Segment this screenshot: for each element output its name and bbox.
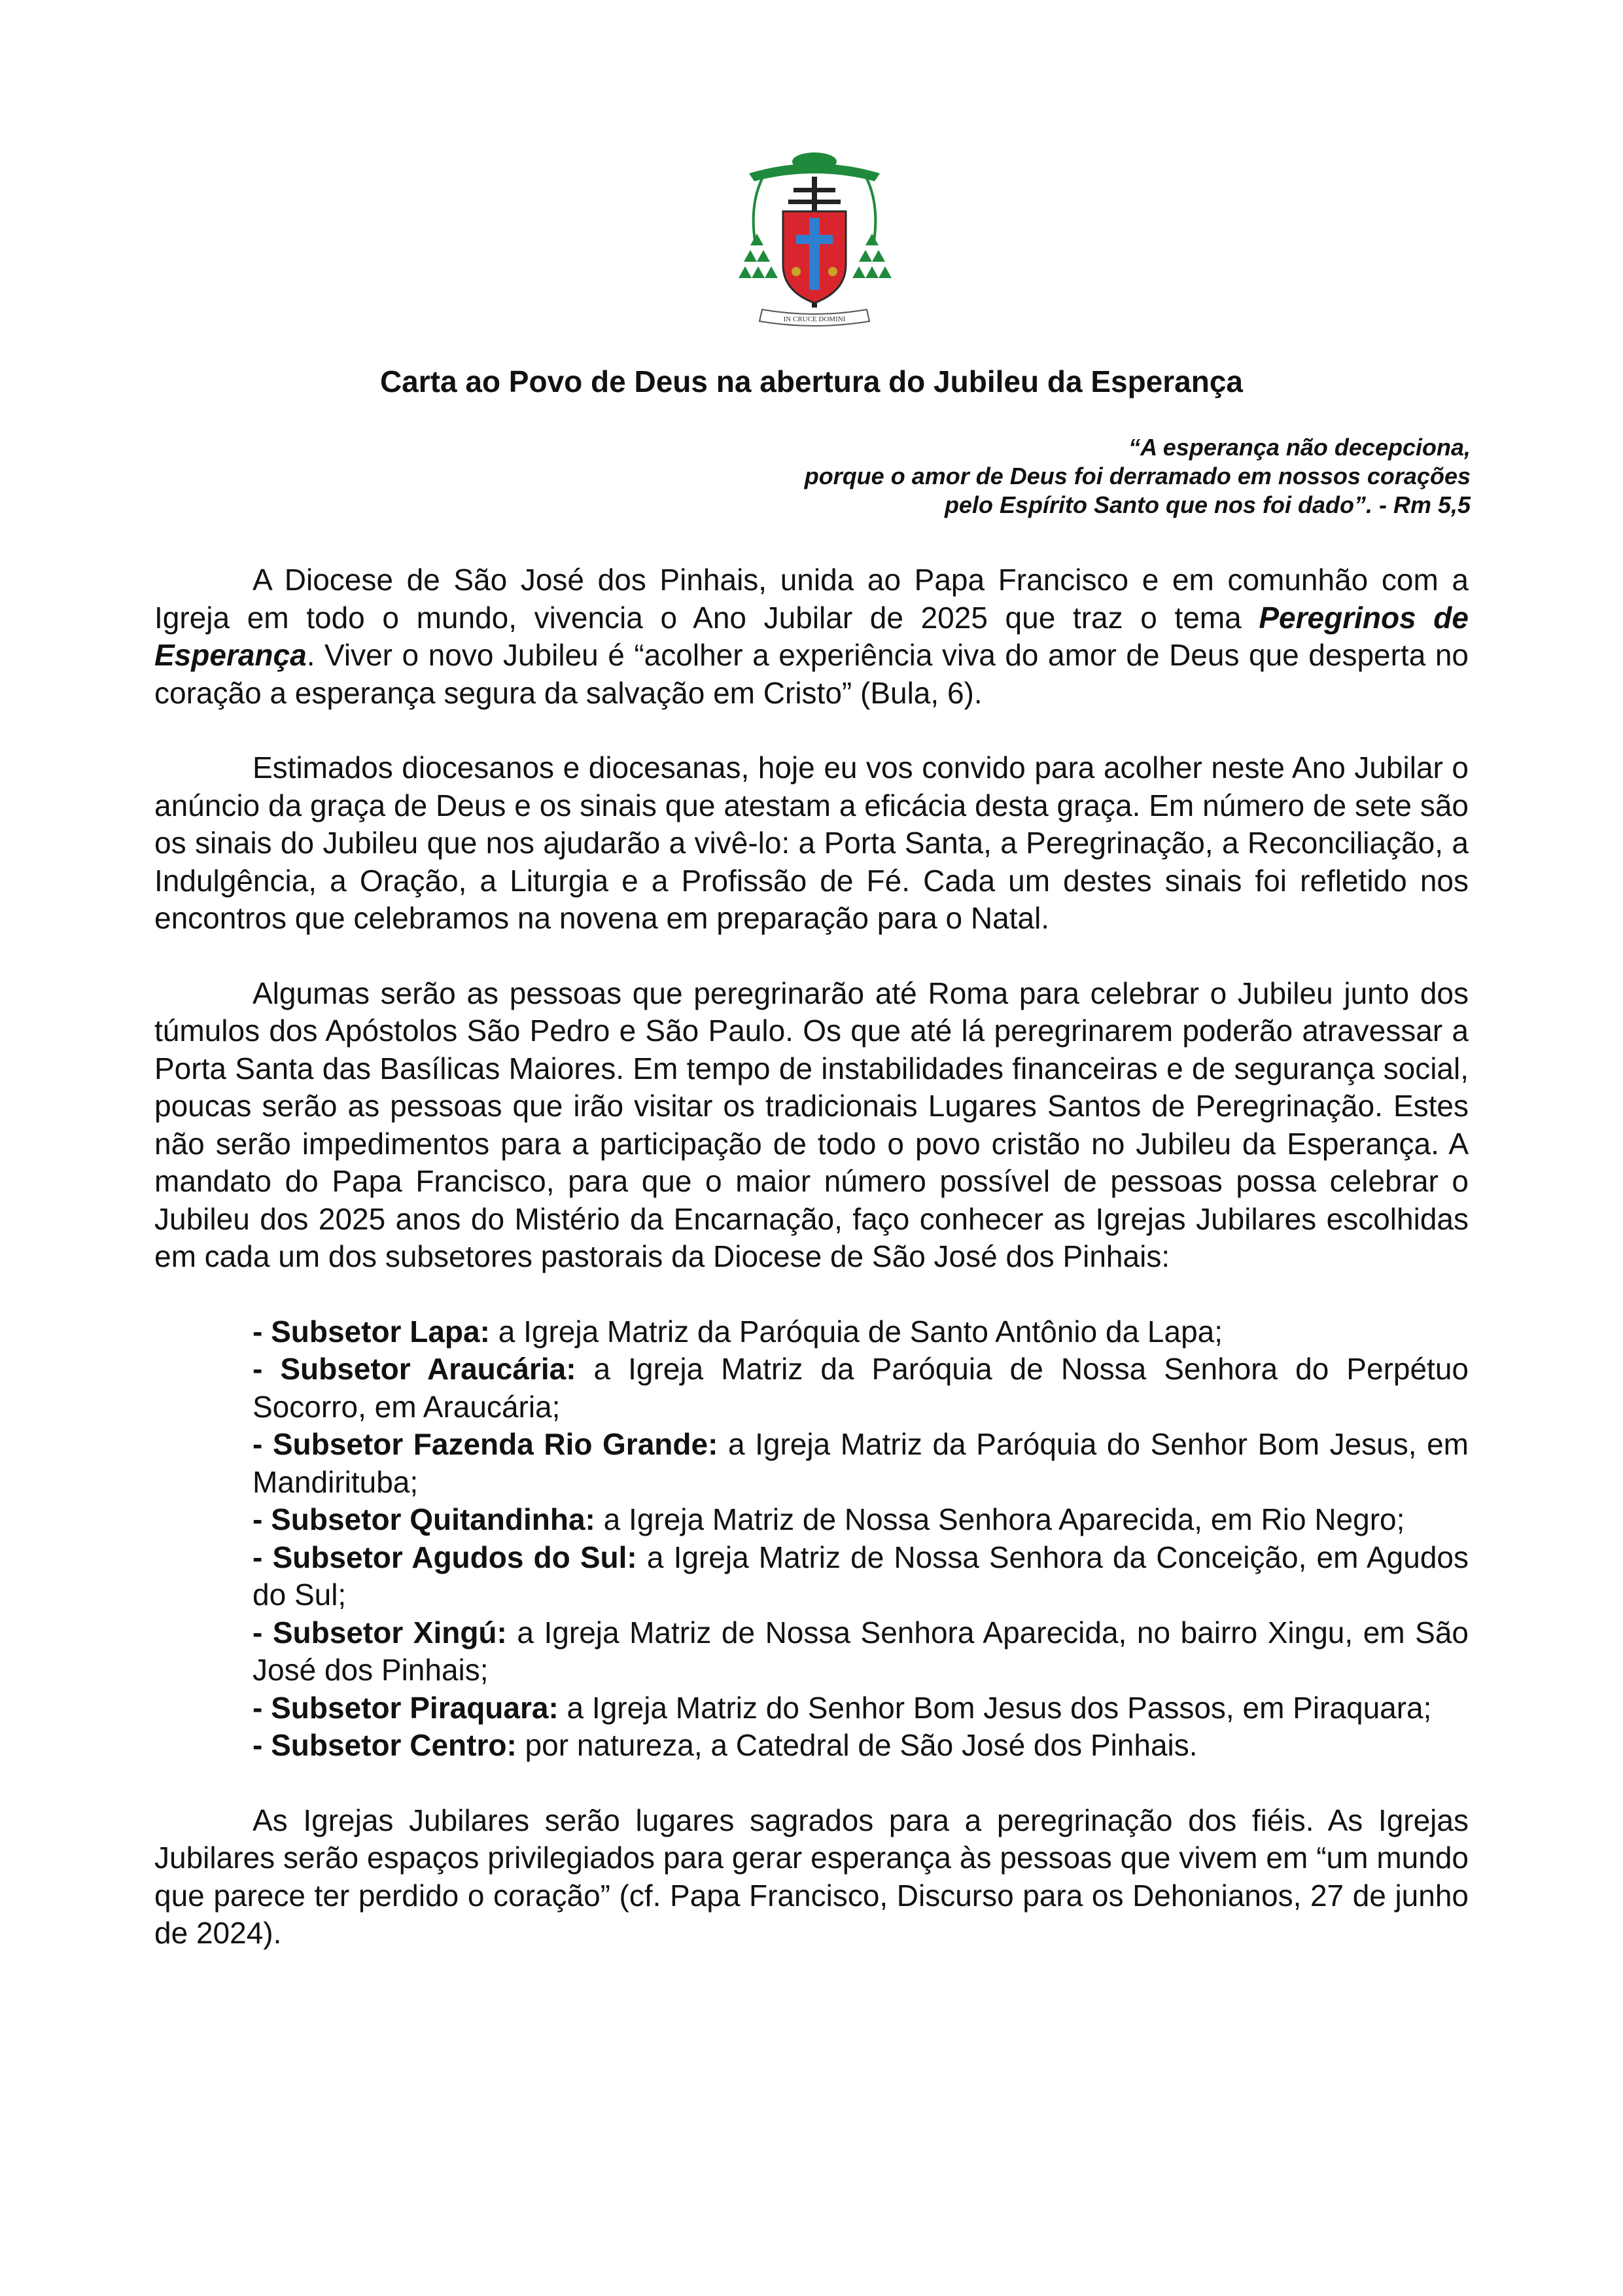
epigraph-line-3: pelo Espírito Santo que nos foi dado”. - Rm 5,5 bbox=[944, 491, 1471, 518]
subsector-label: - Subsetor Araucária: bbox=[253, 1352, 576, 1386]
epigraph-quote bbox=[489, 433, 1471, 520]
subsector-label: - Subsetor Quitandinha: bbox=[253, 1502, 595, 1536]
subsector-label: - Subsetor Lapa: bbox=[253, 1314, 490, 1349]
paragraph-2: Estimados diocesanos e diocesanas, hoje eu vos convido para acolher neste Ano Jubilar o anúncio da graça de Deus e os sinais que atestam a eficácia desta graça. Em número de sete são os sinais do Jubileu que nos ajudarão a vivê-lo: a Porta Santa, a Peregrinação, a Reconciliação, a Indulgência, a Oração, a Liturgia e a Profissão de Fé. Cada um destes sinais foi refletido nos encontros que celebramos na novena em preparação para o Natal. bbox=[154, 751, 1469, 935]
list-item bbox=[253, 1501, 1469, 1539]
subsector-text: a Igreja Matriz da Paróquia do Senhor Bom Jesus, em Mandirituba; bbox=[253, 1427, 1469, 1499]
subsector-text: por natureza, a Catedral de São José dos Pinhais. bbox=[516, 1728, 1198, 1762]
list-item bbox=[253, 1689, 1469, 1727]
paragraph-1 bbox=[154, 561, 1469, 712]
subsector-text: a Igreja Matriz de Nossa Senhora Aparecida, no bairro Xingu, em São José dos Pinhais; bbox=[253, 1615, 1469, 1687]
jubilee-theme: Peregrinos de Esperança bbox=[154, 600, 1469, 672]
letter-body bbox=[154, 561, 1469, 1990]
subsector-text: a Igreja Matriz de Nossa Senhora da Conceição, em Agudos do Sul; bbox=[253, 1540, 1469, 1612]
subsector-list bbox=[154, 1313, 1469, 1765]
page-title: Carta ao Povo de Deus na abertura do Jubileu da Esperança bbox=[379, 364, 1244, 398]
subsector-label: - Subsetor Piraquara: bbox=[253, 1690, 559, 1725]
coat-of-arms-emblem bbox=[736, 147, 893, 330]
list-item bbox=[253, 1539, 1469, 1614]
paragraph-1-text-a: A Diocese de São José dos Pinhais, unida ao Papa Francisco e em comunhão com a Igreja em todo o mundo, vivencia o Ano Jubilar de 2025 que traz o tema bbox=[154, 563, 1469, 635]
paragraph-1-text-b: . Viver o novo Jubileu é “acolher a experiência viva do amor de Deus que desperta no coração a esperança segura da salvação em Cristo” (Bula, 6). bbox=[154, 638, 1469, 710]
epigraph-line-2: porque o amor de Deus foi derramado em nossos corações bbox=[804, 463, 1471, 489]
subsector-label: - Subsetor Fazenda Rio Grande: bbox=[253, 1427, 718, 1461]
list-item bbox=[253, 1426, 1469, 1501]
emblem-motto: IN CRUCE DOMINI bbox=[783, 315, 846, 323]
subsector-text: a Igreja Matriz do Senhor Bom Jesus dos Passos, em Piraquara; bbox=[558, 1690, 1432, 1725]
epigraph-line-1: “A esperança não decepciona, bbox=[1128, 434, 1471, 461]
subsector-text: a Igreja Matriz da Paróquia de Nossa Senhora do Perpétuo Socorro, em Araucária; bbox=[253, 1352, 1469, 1424]
list-item bbox=[253, 1614, 1469, 1689]
list-item bbox=[253, 1351, 1469, 1426]
list-item bbox=[253, 1727, 1469, 1765]
subsector-text: a Igreja Matriz de Nossa Senhora Aparecida, em Rio Negro; bbox=[595, 1502, 1405, 1536]
subsector-text: a Igreja Matriz da Paróquia de Santo Antônio da Lapa; bbox=[489, 1314, 1223, 1349]
paragraph-3: Algumas serão as pessoas que peregrinarão até Roma para celebrar o Jubileu junto dos túmulos dos Apóstolos São Pedro e São Paulo. Os que até lá peregrinarem poderão atravessar a Porta Santa das Basílicas Maiores. Em tempo de instabilidades financeiras e de segurança social, poucas serão as pessoas que irão visitar os tradicionais Lugares Santos de Peregrinação. Estes não serão impedimentos para a participação de todo o povo cristão no Jubileu da Esperança. A mandato do Papa Francisco, para que o maior número possível de pessoas possa celebrar o Jubileu dos 2025 anos do Mistério da Encarnação, faço conhecer as Igrejas Jubilares escolhidas em cada um dos subsetores pastorais da Diocese de São José dos Pinhais: bbox=[154, 976, 1469, 1273]
paragraph-4: As Igrejas Jubilares serão lugares sagrados para a peregrinação dos fiéis. As Igrejas Jubilares serão espaços privilegiados para gerar esperança às pessoas que vivem em “um mundo que parece ter perdido o coração” (cf. Papa Francisco, Discurso para os Dehonianos, 27 de junho de 2024). bbox=[154, 1803, 1469, 1950]
subsector-label: - Subsetor Xingú: bbox=[253, 1615, 507, 1650]
list-item bbox=[253, 1313, 1469, 1351]
subsector-label: - Subsetor Agudos do Sul: bbox=[253, 1540, 637, 1574]
subsector-label: - Subsetor Centro: bbox=[253, 1728, 517, 1762]
